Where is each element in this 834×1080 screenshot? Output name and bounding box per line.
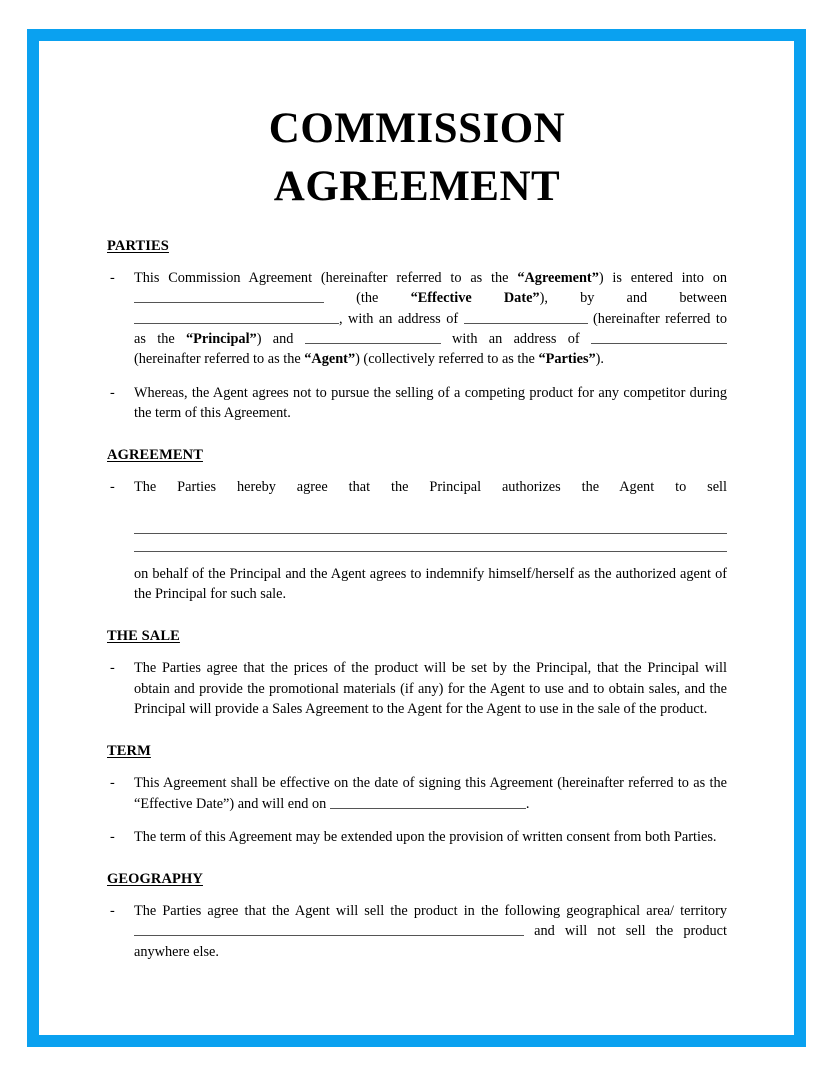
bullet-marker: - <box>110 903 115 920</box>
page-title <box>107 100 727 216</box>
parties-clause-2: Whereas, the Agent agrees not to pursue the selling of a competing product for any competitor during the term of this Agreement. <box>134 384 727 421</box>
bullet-marker: - <box>110 479 115 496</box>
section-heading-geography: GEOGRAPHY <box>107 871 203 888</box>
section-heading-parties: PARTIES <box>107 238 169 255</box>
the-sale-clause-1: The Parties agree that the prices of the product will be set by the Principal, that the Principal will obtain and provide the promotional materials (if any) for the Agent to use and to obtain sales, and the Principal will provide a Sales Agreement to the Agent for the Agent to use in the sale of the product. <box>134 660 727 717</box>
bullet-marker: - <box>110 270 115 287</box>
parties-clause-1: This Commission Agreement (hereinafter referred to as the “Agreement”) is entered into on (the “Effective Date”), by and between , with an address of (hereinafter referred to as the “Principal”) and with an address of (hereinafter referred to as the “Agent”) (collectively referred to as the “Parties”). <box>134 270 728 368</box>
title-line-2: AGREEMENT <box>273 163 561 211</box>
bullet-marker: - <box>110 384 115 401</box>
list-item <box>107 477 727 604</box>
agent-address-blank[interactable] <box>591 329 727 344</box>
agent-name-blank[interactable] <box>305 329 441 344</box>
list-item <box>107 773 727 814</box>
agreement-write-line-2[interactable] <box>134 551 727 552</box>
term-clause-2: The term of this Agreement may be extended upon the provision of written consent from both Parties. <box>134 828 717 845</box>
list-item <box>107 901 727 962</box>
geography-clause-1: The Parties agree that the Agent will sell the product in the following geographical area/ territory and will not sell the product anywhere else. <box>134 903 727 960</box>
bullet-list-parties <box>107 268 727 423</box>
territory-blank[interactable] <box>134 922 524 937</box>
section-heading-the-sale: THE SALE <box>107 628 180 645</box>
list-item <box>107 383 727 424</box>
principal-name-blank[interactable] <box>134 309 339 324</box>
term-clause-1: This Agreement shall be effective on the date of signing this Agreement (hereinafter referred to as the “Effective Date”) and will end on . <box>134 775 727 812</box>
bullet-list-the-sale <box>107 658 727 719</box>
bullet-marker: - <box>110 775 115 792</box>
title-line-1: COMMISSION <box>268 105 566 152</box>
bullet-list-geography <box>107 901 727 962</box>
bullet-marker: - <box>110 660 115 677</box>
agreement-clause-tail: on behalf of the Principal and the Agent agrees to indemnify himself/herself as the authorized agent of the Principal for such sale. <box>134 565 727 603</box>
list-item <box>107 268 727 369</box>
list-item <box>107 827 727 847</box>
bullet-list-term <box>107 773 727 847</box>
bullet-list-agreement <box>107 477 727 604</box>
section-heading-agreement: AGREEMENT <box>107 447 203 464</box>
principal-address-blank[interactable] <box>464 309 588 324</box>
term-end-date-blank[interactable] <box>330 794 526 809</box>
section-heading-term: TERM <box>107 743 151 760</box>
document-content <box>107 100 727 962</box>
bullet-marker: - <box>110 828 115 845</box>
list-item <box>107 658 727 719</box>
effective-date-blank[interactable] <box>134 289 324 304</box>
agreement-clause-lead: The Parties hereby agree that the Principal authorizes the Agent to sell <box>134 479 727 496</box>
agreement-write-line-1[interactable] <box>134 533 727 534</box>
